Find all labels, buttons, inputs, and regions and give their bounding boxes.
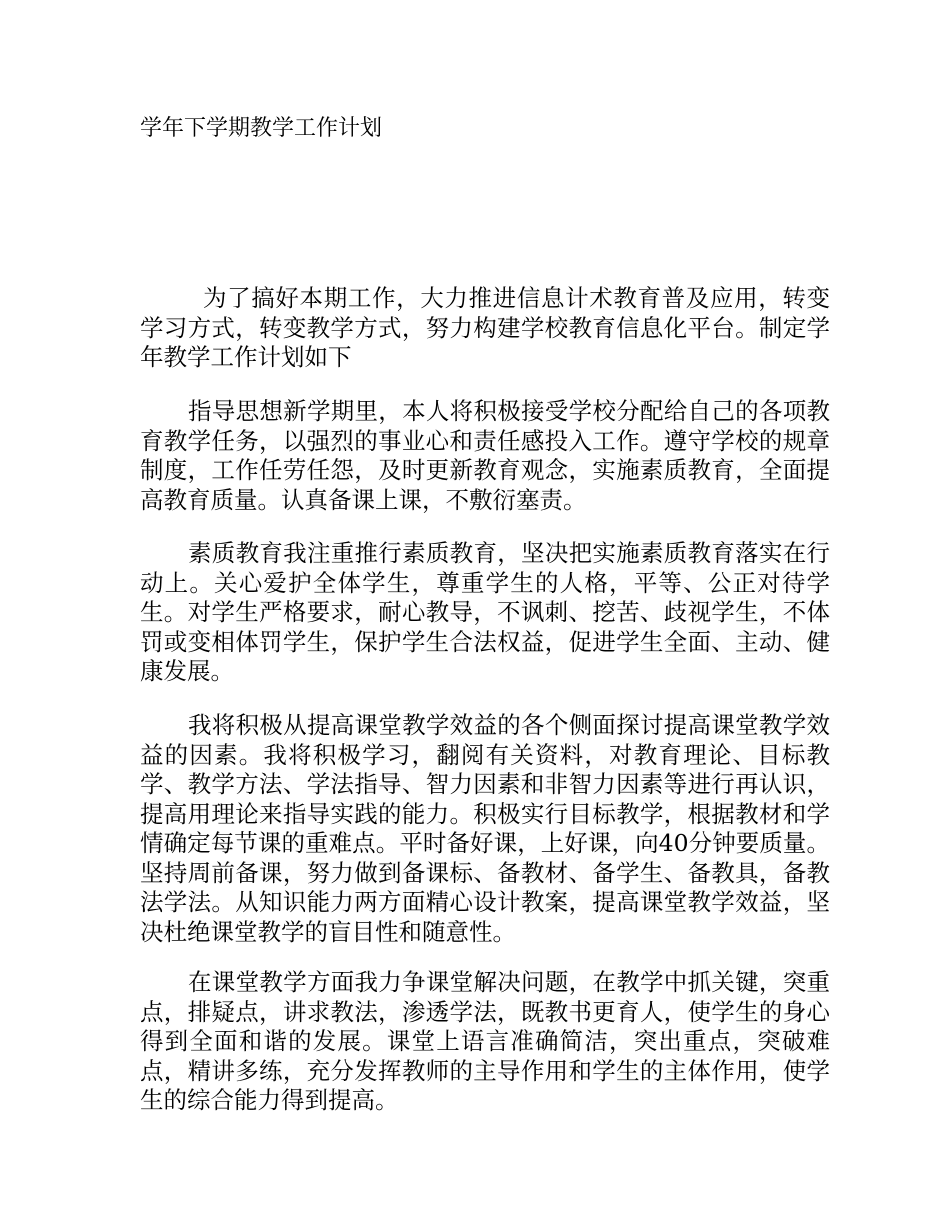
paragraph-classroom-teaching: 在课堂教学方面我力争课堂解决问题，在教学中抓关键，突重点，排疑点，讲求教法，渗透学法，既教书更育人，使学生的身心得到全面和谐的发展。课堂上语言准确简洁，突出重点，突破难点，精讲多练，充分发挥教师的主导作用和学生的主体作用，使学生的综合能力得到提高。	[140, 968, 830, 1114]
paragraph-classroom-efficiency-block	[140, 711, 830, 947]
paragraph-intro-block	[140, 284, 830, 373]
paragraph-guiding-thought: 指导思想新学期里，本人将积极接受学校分配给自己的各项教育教学任务，以强烈的事业心和责任感投入工作。遵守学校的规章制度，工作任劳任怨，及时更新教育观念，实施素质教育，全面提高教育质量。认真备课上课，不敷衍塞责。	[140, 397, 830, 514]
paragraph-quality-education-block	[140, 539, 830, 687]
paragraph-quality-education: 素质教育我注重推行素质教育，坚决把实施素质教育落实在行动上。关心爱护全体学生，尊重学生的人格，平等、公正对待学生。对学生严格要求，耐心教导，不讽刺、挖苦、歧视学生，不体罚或变相体罚学生，保护学生合法权益，促进学生全面、主动、健康发展。	[140, 539, 830, 685]
paragraph-classroom-teaching-block	[140, 968, 830, 1116]
paragraph-intro: 为了搞好本期工作，大力推进信息计术教育普及应用，转变学习方式，转变教学方式，努力构建学校教育信息化平台。制定学年教学工作计划如下	[140, 284, 830, 371]
paragraph-classroom-efficiency: 我将积极从提高课堂教学效益的各个侧面探讨提高课堂教学效益的因素。我将积极学习，翻阅有关资料，对教育理论、目标教学、教学方法、学法指导、智力因素和非智力因素等进行再认识，提高用理论来指导实践的能力。积极实行目标教学，根据教材和学情确定每节课的重难点。平时备好课，上好课，向40分钟要质量。坚持周前备课，努力做到备课标、备教材、备学生、备教具，备教法学法。从知识能力两方面精心设计教案，提高课堂教学效益，坚决杜绝课堂教学的盲目性和随意性。	[140, 711, 830, 946]
document-title: 学年下学期教学工作计划	[140, 116, 383, 141]
paragraph-guiding-thought-block	[140, 397, 830, 515]
